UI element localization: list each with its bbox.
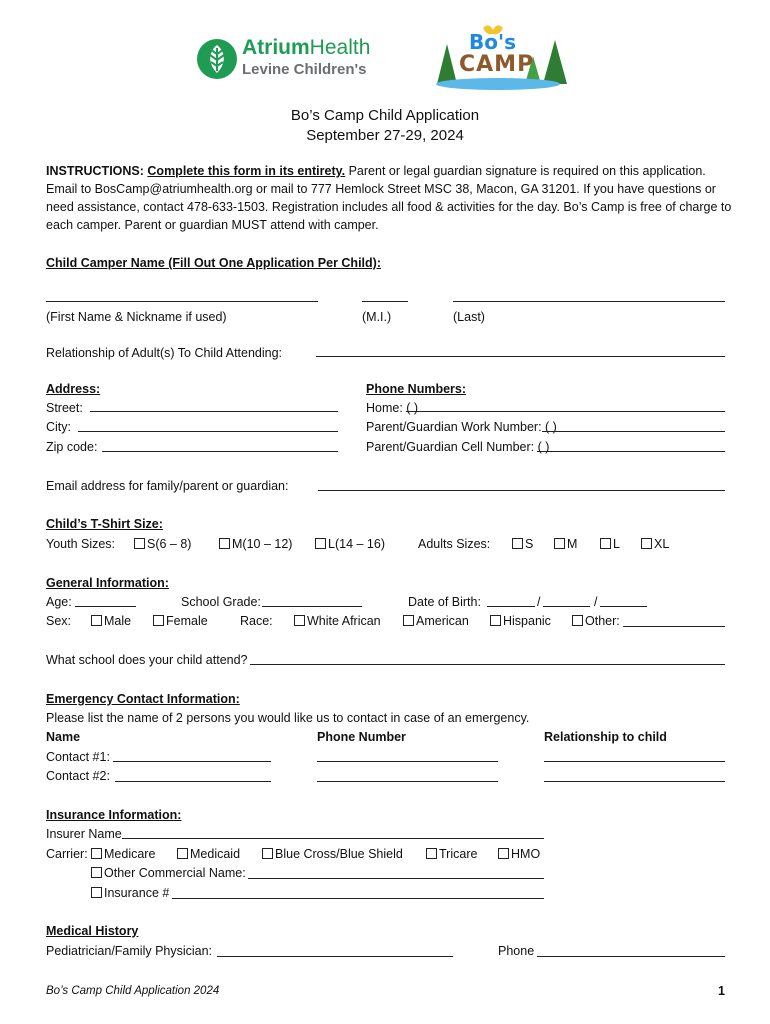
age-label: Age: [46, 595, 72, 609]
col-name-header: Name [46, 730, 81, 744]
youth-m-checkbox[interactable]: M(10 – 12) [219, 536, 292, 552]
street-field[interactable] [90, 411, 338, 412]
emergency-heading: Emergency Contact Information: [46, 692, 240, 706]
zip-field[interactable] [102, 451, 338, 452]
grade-field[interactable] [262, 606, 362, 607]
contact1-label: Contact #1: [46, 750, 110, 764]
contact2-name-field[interactable] [115, 781, 271, 782]
insurer-label: Insurer Name [46, 827, 122, 841]
dob-month-field[interactable] [487, 606, 535, 607]
bos-word: Bo's [469, 30, 517, 54]
youth-s-checkbox[interactable]: S(6 – 8) [134, 536, 191, 552]
race-american-checkbox[interactable]: American [403, 613, 469, 629]
dob-sep-2: / [594, 595, 598, 609]
page-number: 1 [718, 984, 725, 998]
city-label: City: [46, 420, 71, 434]
camp-word: CAMP [459, 52, 535, 77]
last-name-field[interactable] [453, 301, 725, 302]
dob-sep-1: / [537, 595, 541, 609]
physician-label: Pediatrician/Family Physician: [46, 944, 213, 958]
col-phone-header: Phone Number [317, 730, 406, 744]
carrier-tricare-checkbox[interactable]: Tricare [426, 846, 477, 862]
sex-label: Sex: [46, 614, 72, 628]
last-name-label: (Last) [453, 310, 485, 324]
col-relationship-header: Relationship to child [544, 730, 667, 744]
contact1-name-field[interactable] [113, 761, 271, 762]
race-label: Race: [240, 614, 273, 628]
home-phone-label: Home: ( ) [366, 401, 419, 415]
contact1-phone-field[interactable] [317, 761, 498, 762]
carrier-hmo-checkbox[interactable]: HMO [498, 846, 540, 862]
race-hispanic-checkbox[interactable]: Hispanic [490, 613, 551, 629]
school-field[interactable] [250, 664, 725, 665]
insurance-number-field[interactable] [172, 898, 544, 899]
mi-label: (M.I.) [362, 310, 392, 324]
race-other-field[interactable] [623, 626, 725, 627]
other-commercial-checkbox[interactable]: Other Commercial Name: [91, 865, 246, 881]
race-white-african-checkbox[interactable]: White African [294, 613, 381, 629]
address-heading: Address: [46, 382, 101, 396]
school-question-label: What school does your child attend? [46, 653, 248, 667]
health-word: Health [309, 36, 371, 59]
tshirt-heading: Child’s T-Shirt Size: [46, 517, 163, 531]
adult-m-checkbox[interactable]: M [554, 536, 577, 552]
physician-field[interactable] [217, 956, 453, 957]
city-field[interactable] [78, 431, 338, 432]
physician-phone-label: Phone [498, 944, 535, 958]
cell-phone-label: Parent/Guardian Cell Number: ( ) [366, 440, 550, 454]
contact2-relationship-field[interactable] [544, 781, 725, 782]
child-name-heading: Child Camper Name (Fill Out One Application Per Child): [46, 256, 381, 270]
age-field[interactable] [75, 606, 136, 607]
insurance-heading: Insurance Information: [46, 808, 182, 822]
relationship-field[interactable] [316, 356, 725, 357]
adult-xl-checkbox[interactable]: XL [641, 536, 669, 552]
mi-field[interactable] [362, 301, 408, 302]
adult-s-checkbox[interactable]: S [512, 536, 533, 552]
phone-heading: Phone Numbers: [366, 382, 467, 396]
carrier-medicare-checkbox[interactable]: Medicare [91, 846, 155, 862]
sex-female-checkbox[interactable]: Female [153, 613, 208, 629]
contact1-relationship-field[interactable] [544, 761, 725, 762]
dob-year-field[interactable] [600, 606, 647, 607]
physician-phone-field[interactable] [537, 956, 725, 957]
race-other-checkbox[interactable]: Other: [572, 613, 620, 629]
zip-label: Zip code: [46, 440, 98, 454]
emergency-prompt: Please list the name of 2 persons you would like us to contact in case of an emergency. [46, 711, 530, 725]
dob-day-field[interactable] [543, 606, 590, 607]
grade-label: School Grade: [181, 595, 261, 609]
medical-heading: Medical History [46, 924, 139, 938]
page-title: Bo’s Camp Child Application [290, 107, 480, 124]
page-subtitle: September 27-29, 2024 [306, 127, 464, 144]
atrium-word: Atrium [242, 36, 310, 59]
cell-phone-field[interactable] [537, 451, 725, 452]
insurance-number-checkbox[interactable]: Insurance # [91, 885, 169, 901]
work-phone-field[interactable] [542, 431, 725, 432]
atrium-leaf-icon [196, 38, 238, 80]
levine-childrens-word: Levine Children's [242, 61, 367, 78]
street-label: Street: [46, 401, 83, 415]
dob-label: Date of Birth: [408, 595, 481, 609]
home-phone-field[interactable] [406, 411, 725, 412]
footer-doc-name: Bo’s Camp Child Application 2024 [46, 985, 220, 997]
adult-l-checkbox[interactable]: L [600, 536, 620, 552]
youth-l-checkbox[interactable]: L(14 – 16) [315, 536, 385, 552]
general-heading: General Information: [46, 576, 169, 590]
work-phone-label: Parent/Guardian Work Number: ( ) [366, 420, 557, 434]
instructions-text: Parent or legal guardian signature is required on this application. Email to BosCamp@atriumhealth.org or mail to 777 Hemlock Street MSC 38, Macon, GA 31201. If you have questions or need assistance, contact 478-633-1503. Registration includes all food & activities for the day. Bo’s Camp is free of charge to each camper. Parent or guardian MUST attend with camper. [46, 164, 732, 232]
carrier-medicaid-checkbox[interactable]: Medicaid [177, 846, 240, 862]
first-name-field[interactable] [46, 301, 318, 302]
atrium-health-logo [196, 36, 386, 84]
instructions-emphasis: Complete this form in its entirety. [147, 164, 346, 178]
adult-sizes-label: Adults Sizes: [418, 537, 491, 551]
insurer-field[interactable] [122, 838, 544, 839]
first-name-label: (First Name & Nickname if used) [46, 310, 227, 324]
relationship-label: Relationship of Adult(s) To Child Attending: [46, 346, 283, 360]
contact2-label: Contact #2: [46, 769, 110, 783]
youth-sizes-label: Youth Sizes: [46, 537, 116, 551]
sex-male-checkbox[interactable]: Male [91, 613, 131, 629]
contact2-phone-field[interactable] [317, 781, 498, 782]
bos-camp-logo [425, 22, 571, 92]
other-commercial-field[interactable] [248, 878, 544, 879]
carrier-bcbs-checkbox[interactable]: Blue Cross/Blue Shield [262, 846, 403, 862]
email-label: Email address for family/parent or guardian: [46, 479, 289, 493]
instructions-paragraph [46, 162, 736, 234]
carrier-label: Carrier: [46, 847, 88, 861]
instructions-label: INSTRUCTIONS: [46, 164, 144, 178]
email-field[interactable] [318, 490, 725, 491]
